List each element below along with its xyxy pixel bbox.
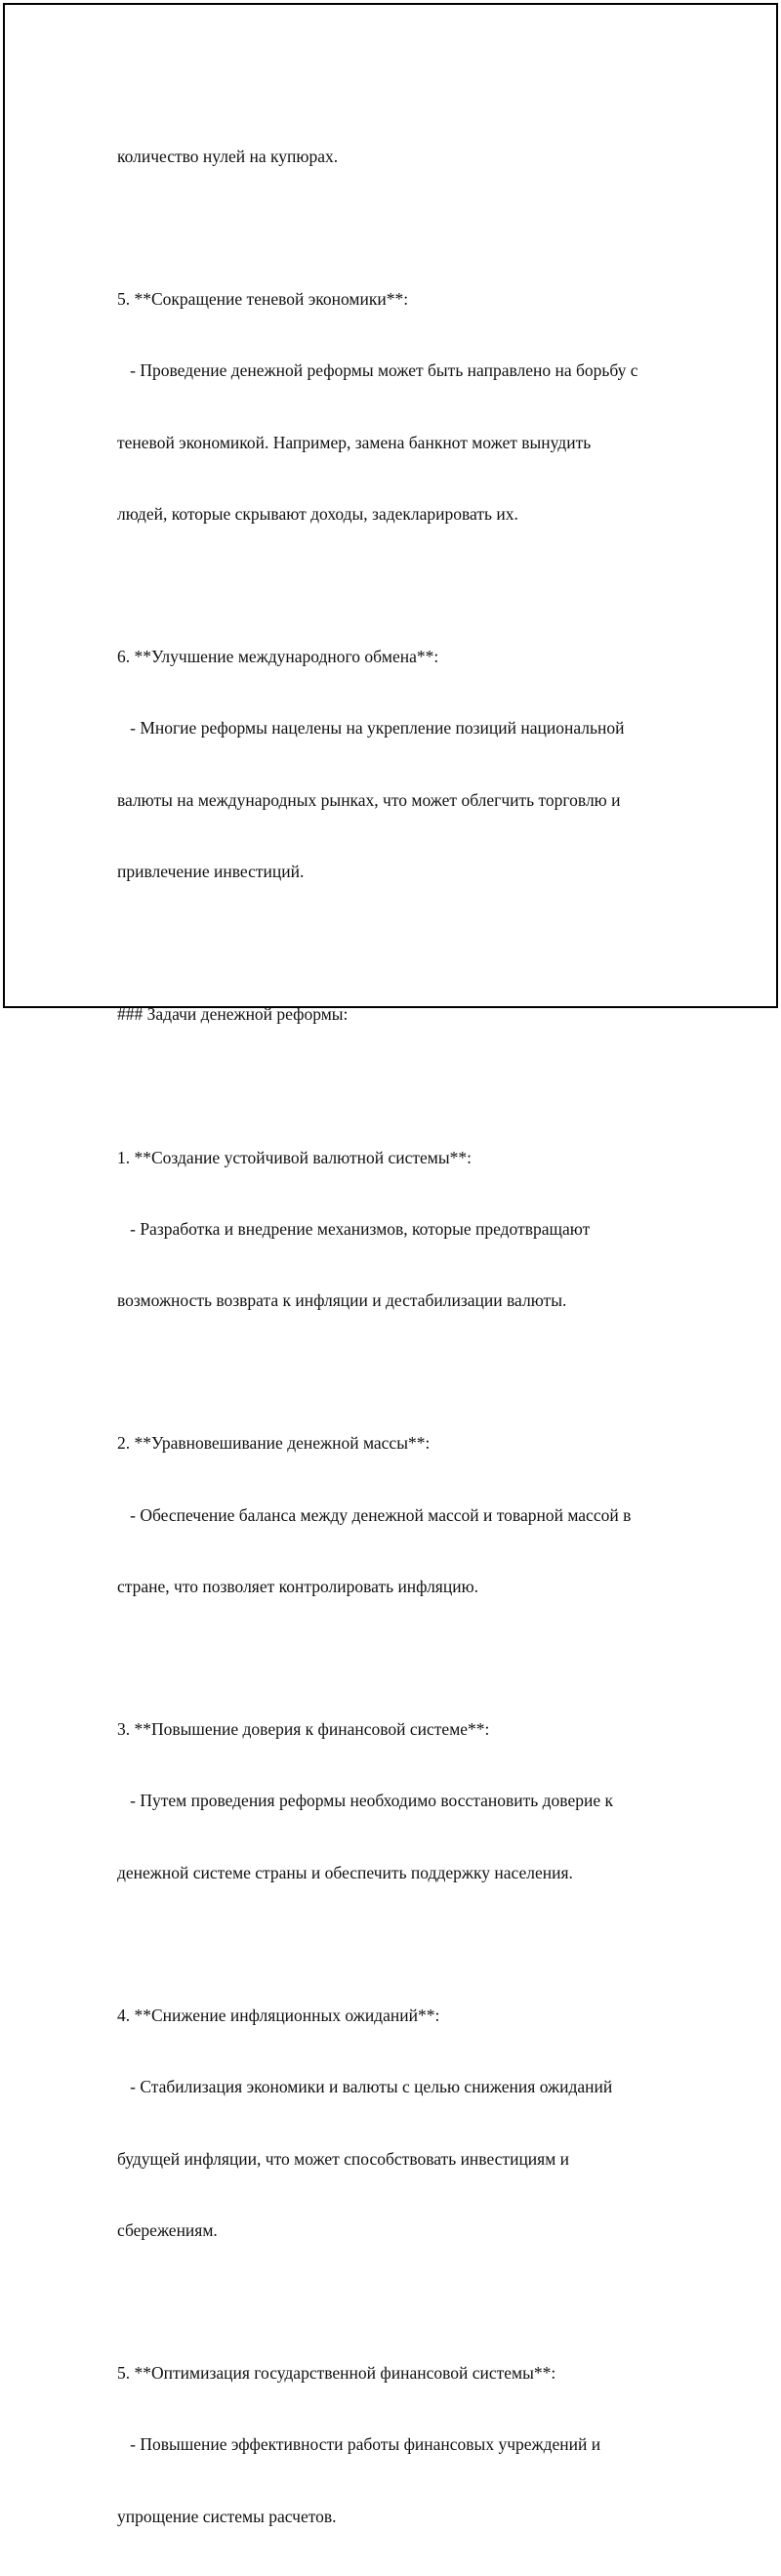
text-line: 2. **Уравновешивание денежной массы**: (117, 1433, 431, 1454)
text-line: валюты на международных рынках, что может облегчить торговлю и (117, 789, 621, 810)
blank-line (117, 1360, 703, 1383)
blank-line (117, 573, 703, 597)
blank-line (117, 1074, 703, 1097)
blank-line (117, 931, 703, 954)
text-line: сбережениям. (117, 2219, 218, 2240)
text-line: денежной системе страны и обеспечить поддержку населения. (117, 1862, 573, 1882)
text-line: 1. **Создание устойчивой валютной системы**: (117, 1147, 472, 1167)
text-line: 4. **Снижение инфляционных ожиданий**: (117, 2006, 440, 2026)
text-line: - Многие реформы нацелены на укрепление позиций национальной (117, 718, 625, 739)
text-line: привлечение инвестиций. (117, 861, 305, 881)
text-line: 5. **Оптимизация государственной финансовой системы**: (117, 2363, 556, 2384)
document-text (117, 97, 703, 2576)
text-line: 3. **Повышение доверия к финансовой системе**: (117, 1719, 490, 1740)
text-line: - Путем проведения реформы необходимо восстановить доверие к (117, 1791, 613, 1811)
text-line: 6. **Улучшение международного обмена**: (117, 647, 439, 667)
text-line: людей, которые скрывают доходы, задекларировать их. (117, 503, 518, 524)
blank-line (117, 2290, 703, 2313)
text-line: - Стабилизация экономики и валюты с целью снижения ожиданий (117, 2077, 613, 2097)
text-line: - Разработка и внедрение механизмов, которые предотвращают (117, 1218, 591, 1239)
text-line: стране, что позволяет контролировать инфляцию. (117, 1576, 479, 1596)
page-frame (3, 3, 778, 2526)
blank-line (117, 1932, 703, 1956)
text-line: количество нулей на купюрах. (117, 146, 339, 166)
text-line: - Проведение денежной реформы может быть направлено на борьбу с (117, 360, 638, 381)
text-line: возможность возврата к инфляции и дестабилизации валюты. (117, 1290, 567, 1311)
text-line: упрощение системы расчетов. (117, 2506, 337, 2526)
text-line: 5. **Сокращение теневой экономики**: (117, 289, 409, 310)
text-line: - Обеспечение баланса между денежной массой и товарной массой в (117, 1504, 632, 1525)
text-line: будущей инфляции, что может способствовать инвестициям и (117, 2148, 570, 2169)
blank-line (117, 1646, 703, 1669)
blank-line (117, 216, 703, 239)
text-line: - Повышение эффективности работы финансовых учреждений и (117, 2434, 601, 2455)
section-heading: ### Задачи денежной реформы: (117, 1004, 349, 1025)
text-line: теневой экономикой. Например, замена банкнот может вынудить (117, 432, 592, 452)
